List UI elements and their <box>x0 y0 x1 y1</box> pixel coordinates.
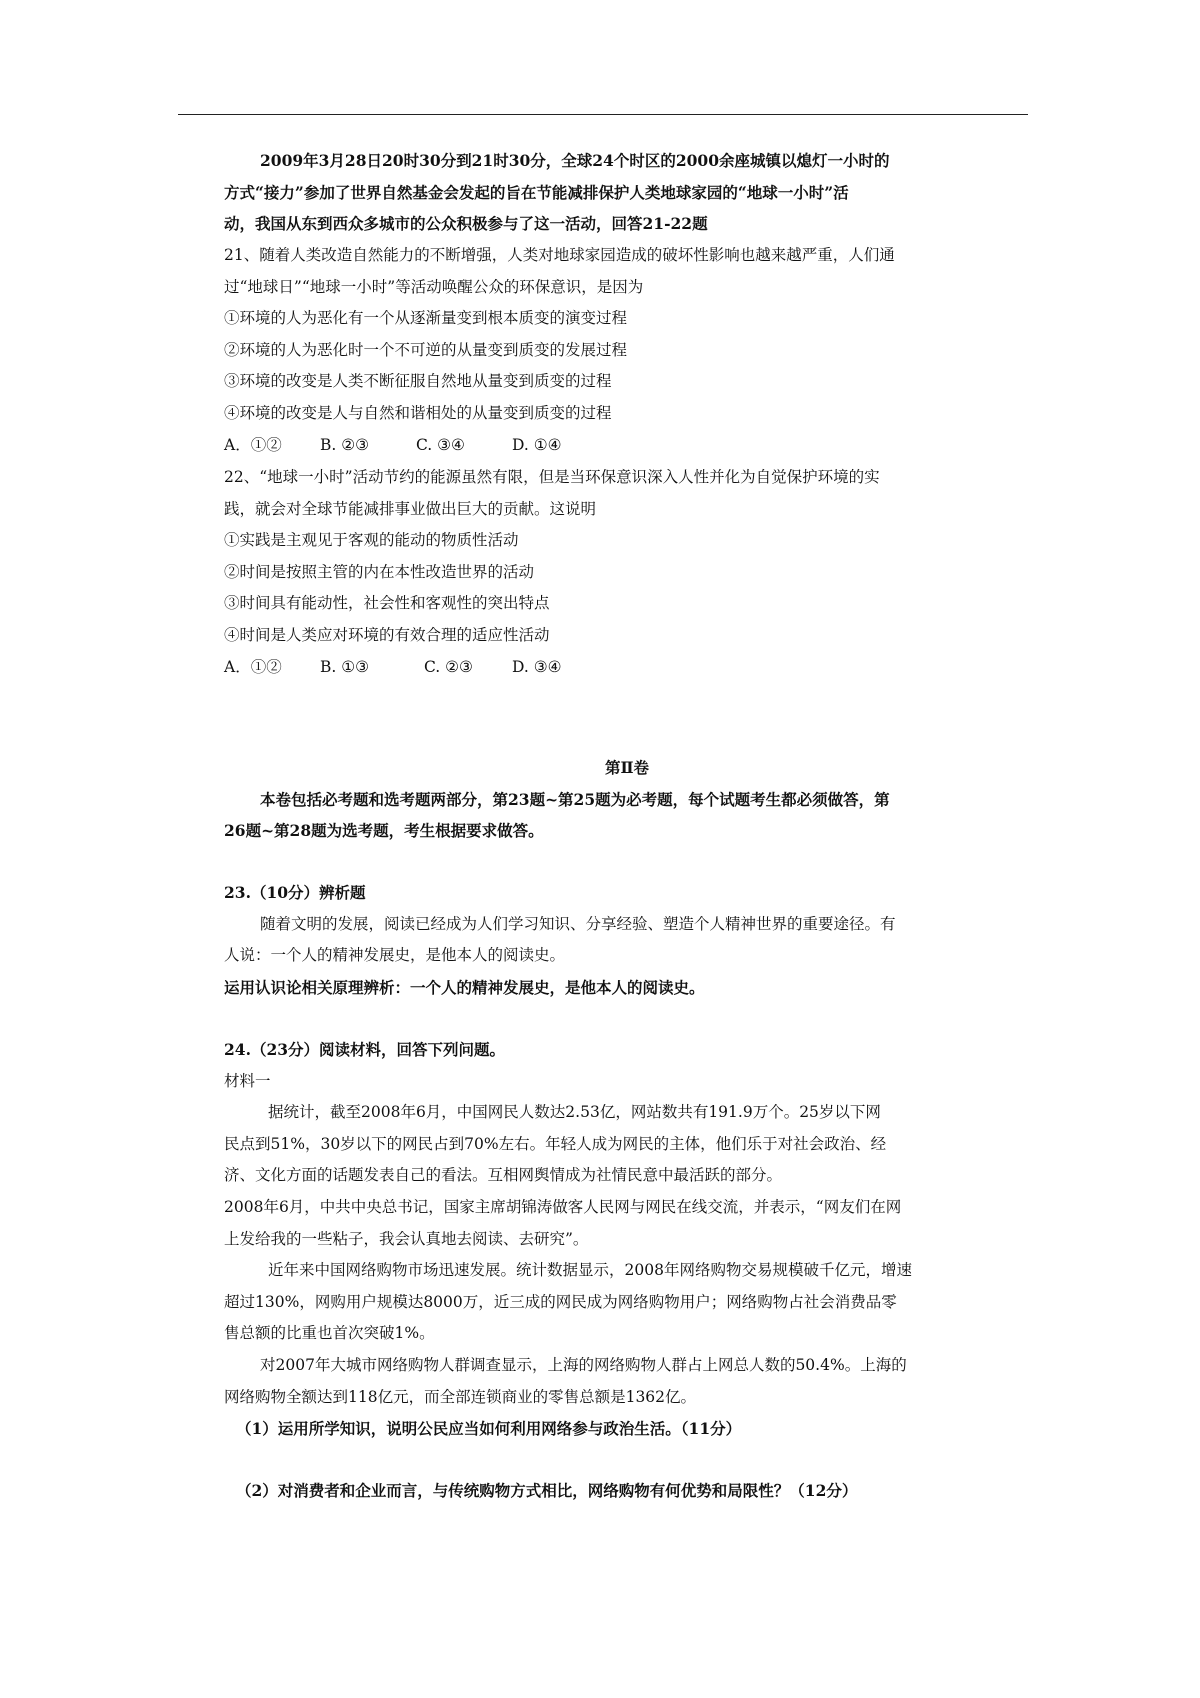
part-2-title: 第Ⅱ卷 <box>604 758 650 777</box>
q22-item: ②时间是按照主管的内在本性改造世界的活动 <box>224 562 535 581</box>
q22-options <box>224 652 1030 684</box>
question-22 <box>224 462 1030 683</box>
q24-subquestion-1: （1）运用所学知识，说明公民应当如何利用网络参与政治生活。（11分） <box>236 1419 742 1439</box>
q23-body-line: 人说：一个人的精神发展史，是他本人的阅读史。 <box>224 946 566 965</box>
q24-p1-line: 民点到51%，30岁以下的网民占到70%左右。年轻人成为网民的主体，他们乐于对社会政治、经 <box>224 1134 887 1153</box>
q22-option-d: D. ③④ <box>512 657 562 676</box>
q21-item: ④环境的改变是人与自然和谐相处的从量变到质变的过程 <box>224 403 612 422</box>
q24-subquestion-2-wrap <box>224 1475 1030 1507</box>
q24-p1-line: 据统计，截至2008年6月，中国网民人数达2.53亿，网站数共有191.9万个。25岁以下网 <box>268 1103 881 1122</box>
q24-p3-line: 售总额的比重也首次突破1%。 <box>224 1324 435 1343</box>
q22-stem-line: 22、“地球一小时”活动节约的能源虽然有限，但是当环保意识深入人性并化为自觉保护环境的实 <box>224 468 880 486</box>
part-2-desc-line: 26题~第28题为选考题，考生根据要求做答。 <box>224 821 544 841</box>
q24-p2-line: 上发给我的一些粘子，我会认真地去阅读、去研究”。 <box>224 1229 589 1248</box>
q22-item: ①实践是主观见于客观的能动的物质性活动 <box>224 531 519 550</box>
q23-task: 运用认识论相关原理辨析：一个人的精神发展史，是他本人的阅读史。 <box>224 977 705 997</box>
header-rule <box>178 114 1028 115</box>
q21-item: ②环境的人为恶化时一个不可逆的从量变到质变的发展过程 <box>224 340 628 359</box>
q22-option-c: C. ②③ <box>424 657 473 676</box>
q21-stem-line: 21、随着人类改造自然能力的不断增强，人类对地球家园造成的破坏性影响也越来越严重，人们通 <box>224 246 895 264</box>
part-2-desc-line: 本卷包括必考题和选考题两部分，第23题~第25题为必考题，每个试题考生都必须做答，第 <box>260 789 890 809</box>
question-21 <box>224 240 1030 461</box>
q21-item: ③环境的改变是人类不断征服自然地从量变到质变的过程 <box>224 372 612 391</box>
q21-stem-line: 过“地球日”“地球一小时”等活动唤醒公众的环保意识，是因为 <box>224 277 644 296</box>
q21-option-d: D. ①④ <box>512 435 562 454</box>
intro-paragraph <box>224 145 1030 240</box>
q24-p4-line: 网络购物全额达到118亿元，而全部连锁商业的零售总额是1362亿。 <box>224 1387 697 1406</box>
q21-item: ①环境的人为恶化有一个从逐渐量变到根本质变的演变过程 <box>224 309 628 328</box>
q24-p4-line: 对2007年大城市网络购物人群调查显示，上海的网络购物人群占上网总人数的50.4%。上海的 <box>260 1355 907 1374</box>
q24-subquestion-2: （2）对消费者和企业而言，与传统购物方式相比，网络购物有何优势和局限性？（12分） <box>236 1481 858 1500</box>
intro-line: 方式“接力”参加了世界自然基金会发起的旨在节能减排保护人类地球家园的“地球一小时”活 <box>224 182 849 202</box>
q24-p2-line: 2008年6月，中共中央总书记，国家主席胡锦涛做客人民网与网民在线交流，并表示，“网友们在网 <box>224 1197 902 1216</box>
q24-p3-line: 超过130%，网购用户规模达8000万，近三成的网民成为网络购物用户；网络购物占社会消费品零 <box>224 1292 897 1311</box>
q21-option-c: C. ③④ <box>416 435 465 454</box>
question-24 <box>224 1034 1030 1445</box>
part-2-section <box>224 752 1030 847</box>
q24-heading: 24.（23分）阅读材料，回答下列问题。 <box>224 1040 506 1059</box>
q24-material-label: 材料一 <box>224 1071 271 1090</box>
q21-option-a: A．①② <box>224 435 282 454</box>
question-23 <box>224 877 1030 1003</box>
q22-option-a: A．①② <box>224 657 282 676</box>
q22-stem-line: 践，就会对全球节能减排事业做出巨大的贡献。这说明 <box>224 499 597 518</box>
intro-line: 2009年3月28日20时30分到21时30分，全球24个时区的2000余座城镇以熄灯一小时的 <box>260 151 890 170</box>
q23-body-line: 随着文明的发展，阅读已经成为人们学习知识、分享经验、塑造个人精神世界的重要途径。有 <box>260 914 896 933</box>
q22-option-b: B. ①③ <box>320 657 370 676</box>
q21-option-b: B. ②③ <box>320 435 370 454</box>
q23-heading: 23.（10分）辨析题 <box>224 883 366 902</box>
q24-p3-line: 近年来中国网络购物市场迅速发展。统计数据显示，2008年网络购物交易规模破千亿元，增速 <box>268 1261 912 1280</box>
intro-line: 动，我国从东到西众多城市的公众积极参与了这一活动，回答21-22题 <box>224 214 708 234</box>
q21-options <box>224 430 1030 462</box>
q22-item: ③时间具有能动性，社会性和客观性的突出特点 <box>224 594 550 613</box>
q24-p1-line: 济、文化方面的话题发表自己的看法。互相网舆情成为社情民意中最活跃的部分。 <box>224 1166 783 1185</box>
q22-item: ④时间是人类应对环境的有效合理的适应性活动 <box>224 625 550 644</box>
